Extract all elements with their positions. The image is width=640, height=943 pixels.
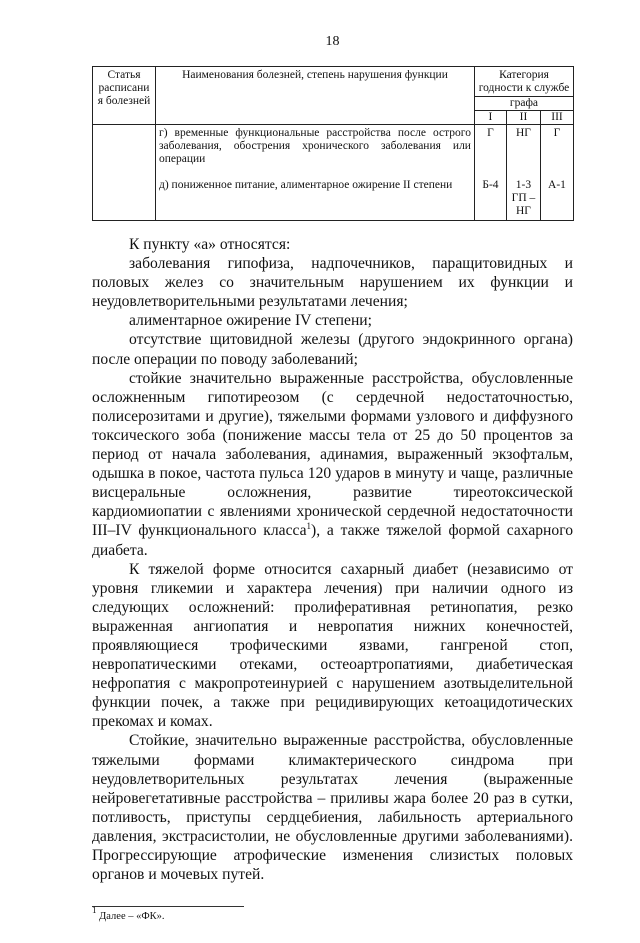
header-column-group: графа — [474, 97, 573, 111]
paragraph: К тяжелой форме относится сахарный диабет (независимо от уровня гликемии и характера лечения) при наличии одного из следующих осложнений: пролиферативная ретинопатия, резко выраженная ангиопатия и невропатия нижних конечностей, проявляющиеся трофическими язвами, гангреной стоп, невропатическими отеками, остеоартропатиями, диабетическая нефропатия с макропротеинурией с нарушением азотвыделительной функции почек, а также при рецидивирующих кетоацидотических прекомах и комах. — [92, 560, 573, 731]
header-names: Наименования болезней, степень нарушения функции — [156, 67, 475, 125]
paragraph: К пункту «а» относятся: — [129, 236, 291, 253]
footnote-mark: 1 — [92, 905, 97, 916]
paragraph-text: стойкие значительно выраженные расстройства, обусловленные осложненным гипотиреозом (с сердечной недостаточностью, полисерозитами и другие), тяжелыми формами узлового и диффузного токсического зоба (понижение массы тела от 25 до 50 процентов за период от начала заболевания, адинамия, выраженный экзофтальм, одышка в покое, частота пульса 120 ударов в минуту и чаще, различные висцеральные осложнения, развитие тиреотоксической кардиомиопатии с явлениями хронической сердечной недостаточности III–IV функционального класса — [92, 369, 573, 540]
schedule-table — [92, 66, 574, 221]
cell-col-3 — [540, 125, 573, 221]
footnote-area — [92, 906, 573, 923]
footnote-ref[interactable]: 1 — [306, 521, 312, 532]
paragraph-text: ), а также тяжелой формой сахарного диабета. — [92, 522, 573, 559]
footnote — [92, 905, 573, 923]
page-number: 18 — [325, 34, 340, 49]
value: Г — [553, 127, 561, 139]
header-article: Статья расписания болезней — [93, 67, 156, 125]
paragraph: Стойкие, значительно выраженные расстройства, обусловленные тяжелыми формами климактерического синдрома при неудовлетворительных результатах лечения (выраженные нейровегетативные расстройства – приливы жара более 20 раз в сутки, потливость, приступы сердцебиения, лабильность артериального давления, экстрасистолии, не обусловленные другими заболеваниями). Прогрессирующие атрофические изменения слизистых половых органов и мочевых путей. — [92, 732, 573, 884]
table-row — [93, 125, 574, 221]
header-col-1: I — [474, 111, 506, 125]
value: Б-4 — [482, 179, 499, 191]
paragraph: алиментарное ожирение IV степени; — [129, 312, 372, 330]
paragraph — [92, 369, 573, 560]
body-text — [92, 235, 573, 884]
header-category: Категория годности к службе — [474, 67, 573, 97]
cell-names — [156, 125, 475, 221]
cell-col-2 — [506, 125, 540, 221]
header-col-3: III — [540, 111, 573, 125]
cell-col-1 — [474, 125, 506, 221]
value: Г — [487, 127, 494, 139]
paragraph: отсутствие щитовидной железы (другого эндокринного органа) после операции по поводу заболеваний; — [92, 331, 573, 368]
footnote-divider — [92, 906, 244, 907]
item-text: г) временные функциональные расстройства после острого заболевания, обострения хронического заболевания или операции — [159, 127, 471, 165]
item-text: д) пониженное питание, алиментарное ожирение II степени — [159, 179, 453, 191]
footnote-text: Далее – «ФК». — [99, 911, 165, 923]
header-col-2: II — [506, 111, 540, 125]
paragraph: заболевания гипофиза, надпочечников, паращитовидных и половых желез со значительным нарушением их функции и неудовлетворительными результатами лечения; — [92, 255, 573, 311]
value: НГ — [515, 127, 531, 139]
table-header-row — [93, 67, 574, 97]
value: А-1 — [548, 179, 566, 191]
cell-article — [93, 125, 156, 221]
value: 1-3 ГП – НГ — [511, 179, 536, 217]
